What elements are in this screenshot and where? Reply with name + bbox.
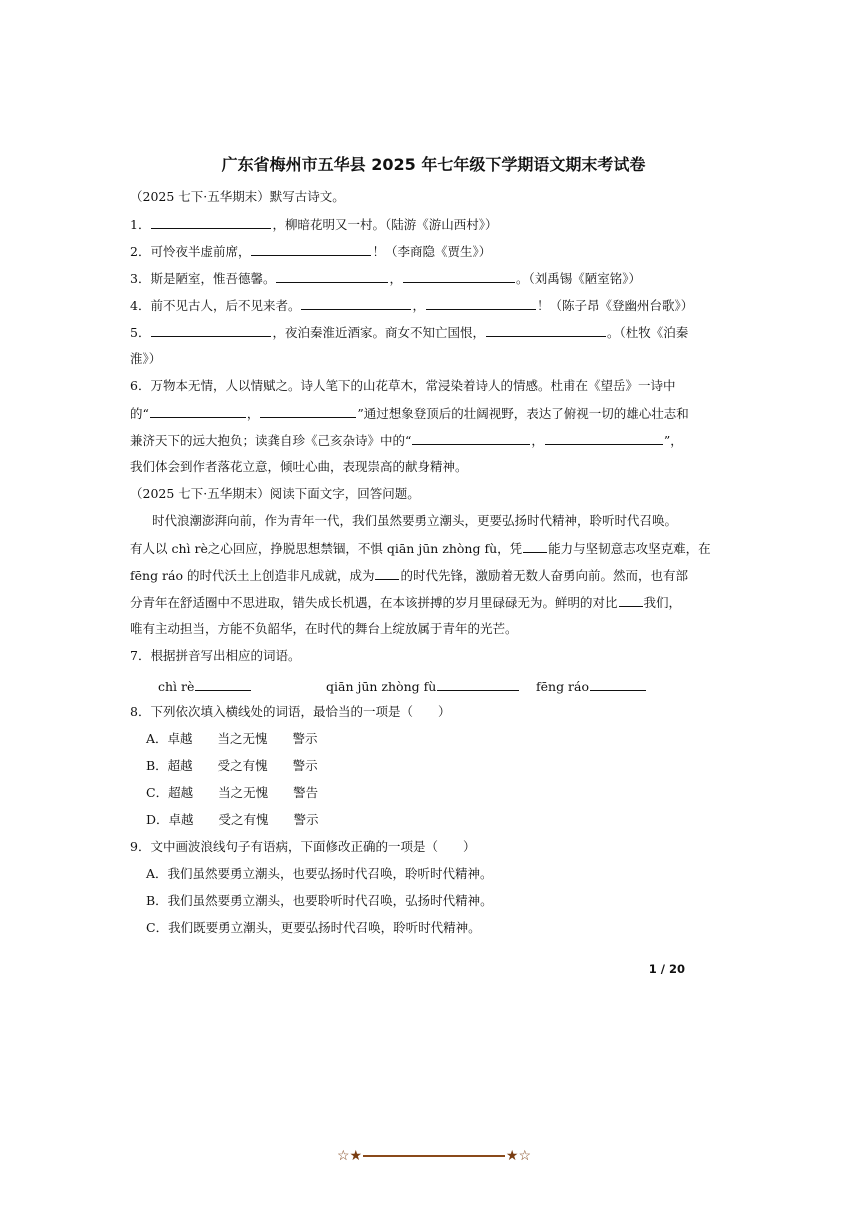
answer-blank[interactable] — [412, 431, 530, 445]
question-6-line-1: 6．万物本无情，人以情赋之。诗人笔下的山花草木，常浸染着诗人的情感。杜甫在《望岳》一诗中 — [130, 378, 676, 393]
q4-sep: ， — [412, 298, 425, 313]
passage-line-2 — [130, 539, 730, 558]
pinyin-item-2 — [326, 677, 520, 694]
answer-blank[interactable] — [151, 215, 271, 229]
q6-text: ”， — [663, 433, 683, 448]
passage-line-3 — [130, 566, 730, 585]
q6-text: 的“ — [130, 406, 149, 421]
page-number: 1 / 20 — [648, 962, 685, 976]
question-1 — [130, 215, 730, 234]
question-7: 7．根据拼音写出相应的词语。 — [130, 648, 301, 663]
q3-text-a: 3．斯是陋室，惟吾德馨。 — [130, 271, 276, 286]
q5-number: 5． — [130, 325, 151, 340]
answer-blank[interactable] — [195, 677, 251, 691]
q4-text-a: 4．前不见古人，后不见来者。 — [130, 298, 301, 313]
passage-line-5: 唯有主动担当，方能不负韶华，在时代的舞台上绽放属于青年的光芒。 — [130, 621, 518, 636]
q5-text-a: ，夜泊秦淮近酒家。商女不知亡国恨， — [272, 325, 485, 340]
answer-blank[interactable] — [523, 539, 547, 553]
question-6-line-4: 我们体会到作者落花立意，倾吐心曲，表现崇高的献身精神。 — [130, 459, 468, 474]
q4-text-b: ！（陈子昂《登幽州台歌》） — [536, 298, 694, 313]
q3-sep: ， — [389, 271, 402, 286]
passage-text: 分青年在舒适圈中不思进取，错失成长机遇，在本该拼搏的岁月里碌碌无为。鲜明的对比 — [130, 595, 618, 610]
answer-blank[interactable] — [150, 404, 246, 418]
q8-option-a[interactable]: A．卓越 当之无愧 警示 — [146, 731, 318, 746]
q6-text: ”通过想象登顶后的壮阔视野，表达了俯视一切的雄心壮志和 — [357, 406, 689, 421]
q9-option-c[interactable]: C．我们既要勇立潮头，更要弘扬时代召唤，聆听时代精神。 — [146, 920, 481, 935]
pinyin-item-3 — [536, 677, 647, 694]
q6-sep: ， — [246, 406, 260, 421]
section-intro-reading: （2025 七下·五华期末）阅读下面文字，回答问题。 — [130, 486, 420, 501]
question-8: 8．下列依次填入横线处的词语，最恰当的一项是（ ） — [130, 704, 451, 719]
pinyin-item-1 — [158, 677, 252, 694]
answer-blank[interactable] — [260, 404, 356, 418]
q2-text-b: ！（李商隐《贾生》） — [372, 244, 492, 259]
passage-text: 我们， — [643, 595, 682, 610]
answer-blank[interactable] — [426, 296, 536, 310]
passage-text: 的时代先锋，激励着无数人奋勇向前。然而，也有部 — [400, 568, 688, 583]
answer-blank[interactable] — [151, 323, 271, 337]
question-5-cont: 淮》） — [130, 351, 162, 366]
footer-rule — [363, 1155, 505, 1157]
q3-text-b: 。（刘禹锡《陋室铭》） — [515, 271, 641, 286]
passage-text: fēng ráo 的时代沃土上创造非凡成就，成为 — [130, 568, 375, 583]
question-9: 9．文中画波浪线句子有语病，下面修改正确的一项是（ ） — [130, 839, 476, 854]
footer-ornament — [337, 1145, 531, 1167]
answer-blank[interactable] — [619, 593, 643, 607]
q6-text: 兼济天下的远大抱负；读龚自珍《己亥杂诗》中的“ — [130, 433, 412, 448]
answer-blank[interactable] — [437, 677, 519, 691]
passage-text: 能力与坚韧意志攻坚克难，在 — [548, 541, 711, 556]
q1-number: 1． — [130, 217, 151, 232]
passage-line-1: 时代浪潮澎湃向前，作为青年一代，我们虽然要勇立潮头，更要弘扬时代精神，聆听时代召唤。 — [152, 513, 678, 528]
pinyin-text: fēng ráo — [536, 679, 590, 694]
answer-blank[interactable] — [375, 566, 399, 580]
answer-blank[interactable] — [545, 431, 663, 445]
passage-line-4 — [130, 593, 730, 612]
answer-blank[interactable] — [486, 323, 606, 337]
q2-text-a: 2．可怜夜半虚前席， — [130, 244, 251, 259]
question-4 — [130, 296, 730, 315]
q9-option-b[interactable]: B．我们虽然要勇立潮头，也要聆听时代召唤，弘扬时代精神。 — [146, 893, 493, 908]
question-3 — [130, 269, 730, 288]
answer-blank[interactable] — [276, 269, 388, 283]
answer-blank[interactable] — [403, 269, 515, 283]
star-icon: ☆★ — [337, 1148, 363, 1164]
q6-sep: ， — [531, 433, 544, 448]
section-intro-poetry: （2025 七下·五华期末）默写古诗文。 — [130, 189, 345, 204]
page-title: 广东省梅州市五华县 2025 年七年级下学期语文期末考试卷 — [221, 155, 646, 174]
q8-option-d[interactable]: D．卓越 受之有愧 警示 — [146, 812, 319, 827]
pinyin-text: chì rè — [158, 679, 195, 694]
answer-blank[interactable] — [590, 677, 646, 691]
question-2 — [130, 242, 730, 261]
question-5 — [130, 323, 730, 342]
answer-blank[interactable] — [301, 296, 411, 310]
q1-text: ，柳暗花明又一村。（陆游《游山西村》） — [272, 217, 498, 232]
question-6-line-2 — [130, 404, 730, 423]
answer-blank[interactable] — [251, 242, 371, 256]
pinyin-text: qiān jūn zhòng fù — [326, 679, 437, 694]
q9-option-a[interactable]: A．我们虽然要勇立潮头，也要弘扬时代召唤，聆听时代精神。 — [146, 866, 493, 881]
q5-text-b: 。（杜牧《泊秦 — [606, 325, 689, 340]
q8-option-b[interactable]: B．超越 受之有愧 警示 — [146, 758, 318, 773]
passage-text: 有人以 chì rè之心回应，挣脱思想禁锢，不惧 qiān jūn zhòng fù，凭 — [130, 541, 523, 556]
star-icon: ★☆ — [505, 1148, 531, 1164]
question-6-line-3 — [130, 431, 730, 450]
q8-option-c[interactable]: C．超越 当之无愧 警告 — [146, 785, 319, 800]
